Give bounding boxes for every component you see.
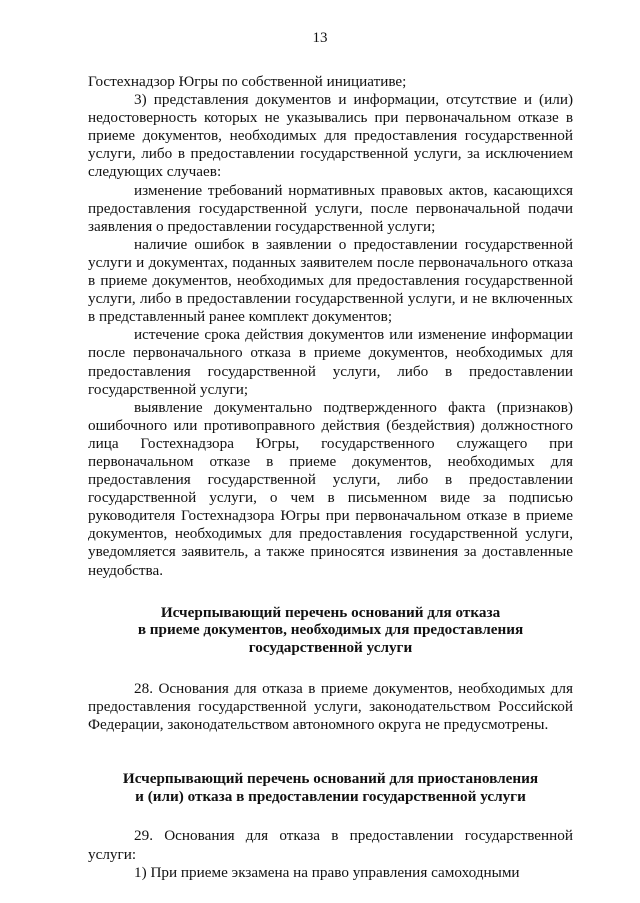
paragraph-28: 28. Основания для отказа в приеме документов, необходимых для предоставления государственной услуги, законодательством Российской Федерации, законодательством автономного округа не предусмотрены. — [88, 680, 573, 734]
section-heading-refusal-acceptance — [88, 604, 573, 657]
heading-line: государственной услуги — [248, 638, 413, 656]
document-body — [88, 73, 573, 882]
heading-line: в приеме документов, необходимых для предоставления — [137, 621, 524, 639]
heading-line: и (или) отказа в предоставлении государственной услуги — [135, 787, 526, 805]
page-number: 13 — [312, 30, 328, 46]
paragraph-exception-4: выявление документально подтвержденного факта (признаков) ошибочного или противоправного действия (бездействия) должностного лица Гостехнадзора Югры, государственного служащего при первоначальном отказе в приеме документов, необходимых для предоставления государственной услуги, либо в предоставлении государственной услуги, о чем в письменном виде за подписью руководителя Гостехнадзора Югры при первоначальном отказе в приеме документов, необходимых для предоставления государственной услуги, уведомляется заявитель, а также приносятся извинения за доставленные неудобства. — [88, 398, 573, 579]
paragraph-29: 29. Основания для отказа в предоставлении государственной услуги: — [88, 827, 573, 863]
paragraph-exception-3: истечение срока действия документов или изменение информации после первоначального отказа в приеме документов, необходимых для предоставления государственной услуги, либо в предоставлении государственной услуги; — [88, 326, 573, 398]
paragraph-continuation: Гостехнадзор Югры по собственной инициативе; — [88, 73, 407, 90]
paragraph-item-3: 3) представления документов и информации, отсутствие и (или) недостоверность которых не указывались при первоначальном отказе в приеме документов, необходимых для предоставления государственной услуги, либо в предоставлении государственной услуги, за исключением следующих случаев: — [88, 91, 573, 181]
heading-line: Исчерпывающий перечень оснований для приостановления — [122, 770, 539, 788]
paragraph-29-item-1: 1) При приеме экзамена на право управления самоходными — [134, 863, 520, 881]
section-heading-suspension-refusal — [88, 770, 573, 805]
paragraph-exception-1: изменение требований нормативных правовых актов, касающихся предоставления государственной услуги, после первоначальной подачи заявления о предоставлении государственной услуги; — [88, 181, 573, 235]
paragraph-exception-2: наличие ошибок в заявлении о предоставлении государственной услуги и документах, поданных заявителем после первоначального отказа в приеме документов, необходимых для предоставления государственной услуги, либо в предоставлении государственной услуги, и не включенных в представленный ранее комплект документов; — [88, 235, 573, 326]
heading-line: Исчерпывающий перечень оснований для отказа — [160, 603, 501, 621]
